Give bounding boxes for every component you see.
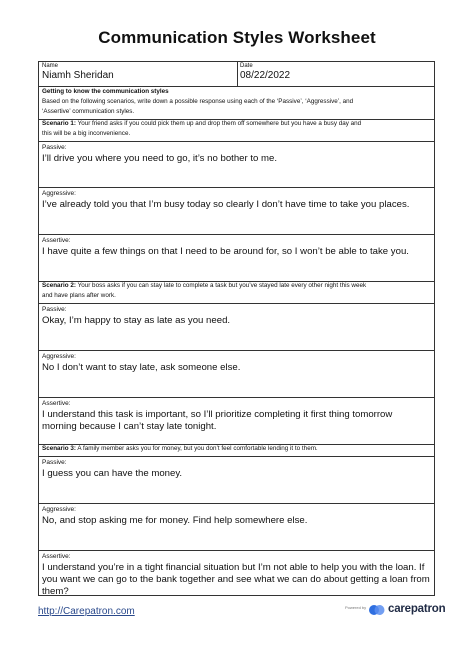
assertive-label: Assertive: xyxy=(42,237,71,244)
intro-line-2: ‘Assertive’ communication styles. xyxy=(42,108,135,115)
aggressive-label: Aggressive: xyxy=(42,190,76,197)
assertive-label: Assertive: xyxy=(42,553,71,560)
aggressive-label: Aggressive: xyxy=(42,353,76,360)
assertive-response: I have quite a few things on that I need to be around for, so I won’t be able to take you. xyxy=(42,246,409,257)
passive-response: I guess you can have the money. xyxy=(42,468,183,479)
scenario-1-text: Your friend asks if you could pick them up and drop them off somewhere but you have a busy day and xyxy=(75,120,362,127)
scenario-3-text: A family member asks you for money, but you don’t feel comfortable lending it to them. xyxy=(75,445,318,452)
scenario-3-label: Scenario 3: xyxy=(42,445,76,452)
assertive-response-line-2: you want we can go to the bank together and see what we can do about getting a loan from xyxy=(42,574,430,585)
passive-label: Passive: xyxy=(42,459,67,466)
scenario-1-label: Scenario 1: xyxy=(42,120,76,127)
page-title: Communication Styles Worksheet xyxy=(98,28,376,47)
scenario-2-label: Scenario 2: xyxy=(42,282,76,289)
scenario-1-aggressive-box[interactable] xyxy=(39,187,434,234)
scenario-3-aggressive-box[interactable] xyxy=(39,503,434,550)
assertive-response xyxy=(42,409,430,433)
carepatron-brand: carepatron xyxy=(388,603,446,615)
assertive-label: Assertive: xyxy=(42,400,71,407)
aggressive-label: Aggressive: xyxy=(42,506,76,513)
scenario-3-passive-box[interactable] xyxy=(39,456,434,503)
scenario-2-passive-box[interactable] xyxy=(39,303,434,350)
scenario-2-description xyxy=(39,281,434,303)
scenario-2-text: Your boss asks if you can stay late to complete a task but you’ve stayed late every other night this week xyxy=(75,282,367,289)
date-field[interactable]: 08/22/2022 xyxy=(240,70,291,81)
scenario-2-aggressive-box[interactable] xyxy=(39,350,434,397)
aggressive-response: No I don’t want to stay late, ask someone else. xyxy=(42,362,241,373)
name-date-row xyxy=(39,62,434,86)
intro-line-1: Based on the following scenarios, write down a possible response using each of the ‘Passive’, ‘Aggressive’, and xyxy=(42,98,354,105)
aggressive-response: I’ve already told you that I’m busy today so clearly I don’t have time to take you places. xyxy=(42,199,410,210)
aggressive-response: No, and stop asking me for money. Find help somewhere else. xyxy=(42,515,308,526)
passive-label: Passive: xyxy=(42,144,67,151)
name-label: Name xyxy=(42,63,59,69)
assertive-response-line-1: I understand this task is important, so I’ll prioritize completing it first thing tomorrow xyxy=(42,409,393,420)
scenario-2-text-line-2: and have plans after work. xyxy=(42,292,116,299)
powered-by-label: Powered by xyxy=(345,605,367,610)
scenario-1-text-line-2: this will be a big inconvenience. xyxy=(42,130,131,137)
scenario-2-assertive-box[interactable] xyxy=(39,397,434,444)
scenario-3-description xyxy=(39,444,434,456)
column-divider xyxy=(237,62,238,86)
passive-response: I’ll drive you where you need to go, it’s no bother to me. xyxy=(42,153,278,164)
assertive-response-line-1: I understand you’re in a tight financial situation but I’m not able to help you with the loan. If xyxy=(42,562,425,573)
worksheet-table xyxy=(38,61,435,596)
name-field[interactable]: Niamh Sheridan xyxy=(42,70,114,81)
assertive-response-line-2: morning because I can’t stay late tonight. xyxy=(42,421,217,432)
scenario-1-assertive-box[interactable] xyxy=(39,234,434,281)
passive-response: Okay, I’m happy to stay as late as you need. xyxy=(42,315,231,326)
intro-heading: Getting to know the communication styles xyxy=(42,88,169,95)
carepatron-website-link[interactable]: http://Carepatron.com xyxy=(38,606,135,617)
date-label: Date xyxy=(240,63,253,69)
carepatron-logo-icon xyxy=(369,603,385,617)
scenario-1-description xyxy=(39,119,434,141)
assertive-response xyxy=(42,562,430,598)
passive-label: Passive: xyxy=(42,306,67,313)
scenario-3-assertive-box[interactable] xyxy=(39,550,434,596)
intro-section xyxy=(39,86,434,119)
assertive-response-line-3: them? xyxy=(42,586,69,597)
scenario-1-passive-box[interactable] xyxy=(39,141,434,187)
